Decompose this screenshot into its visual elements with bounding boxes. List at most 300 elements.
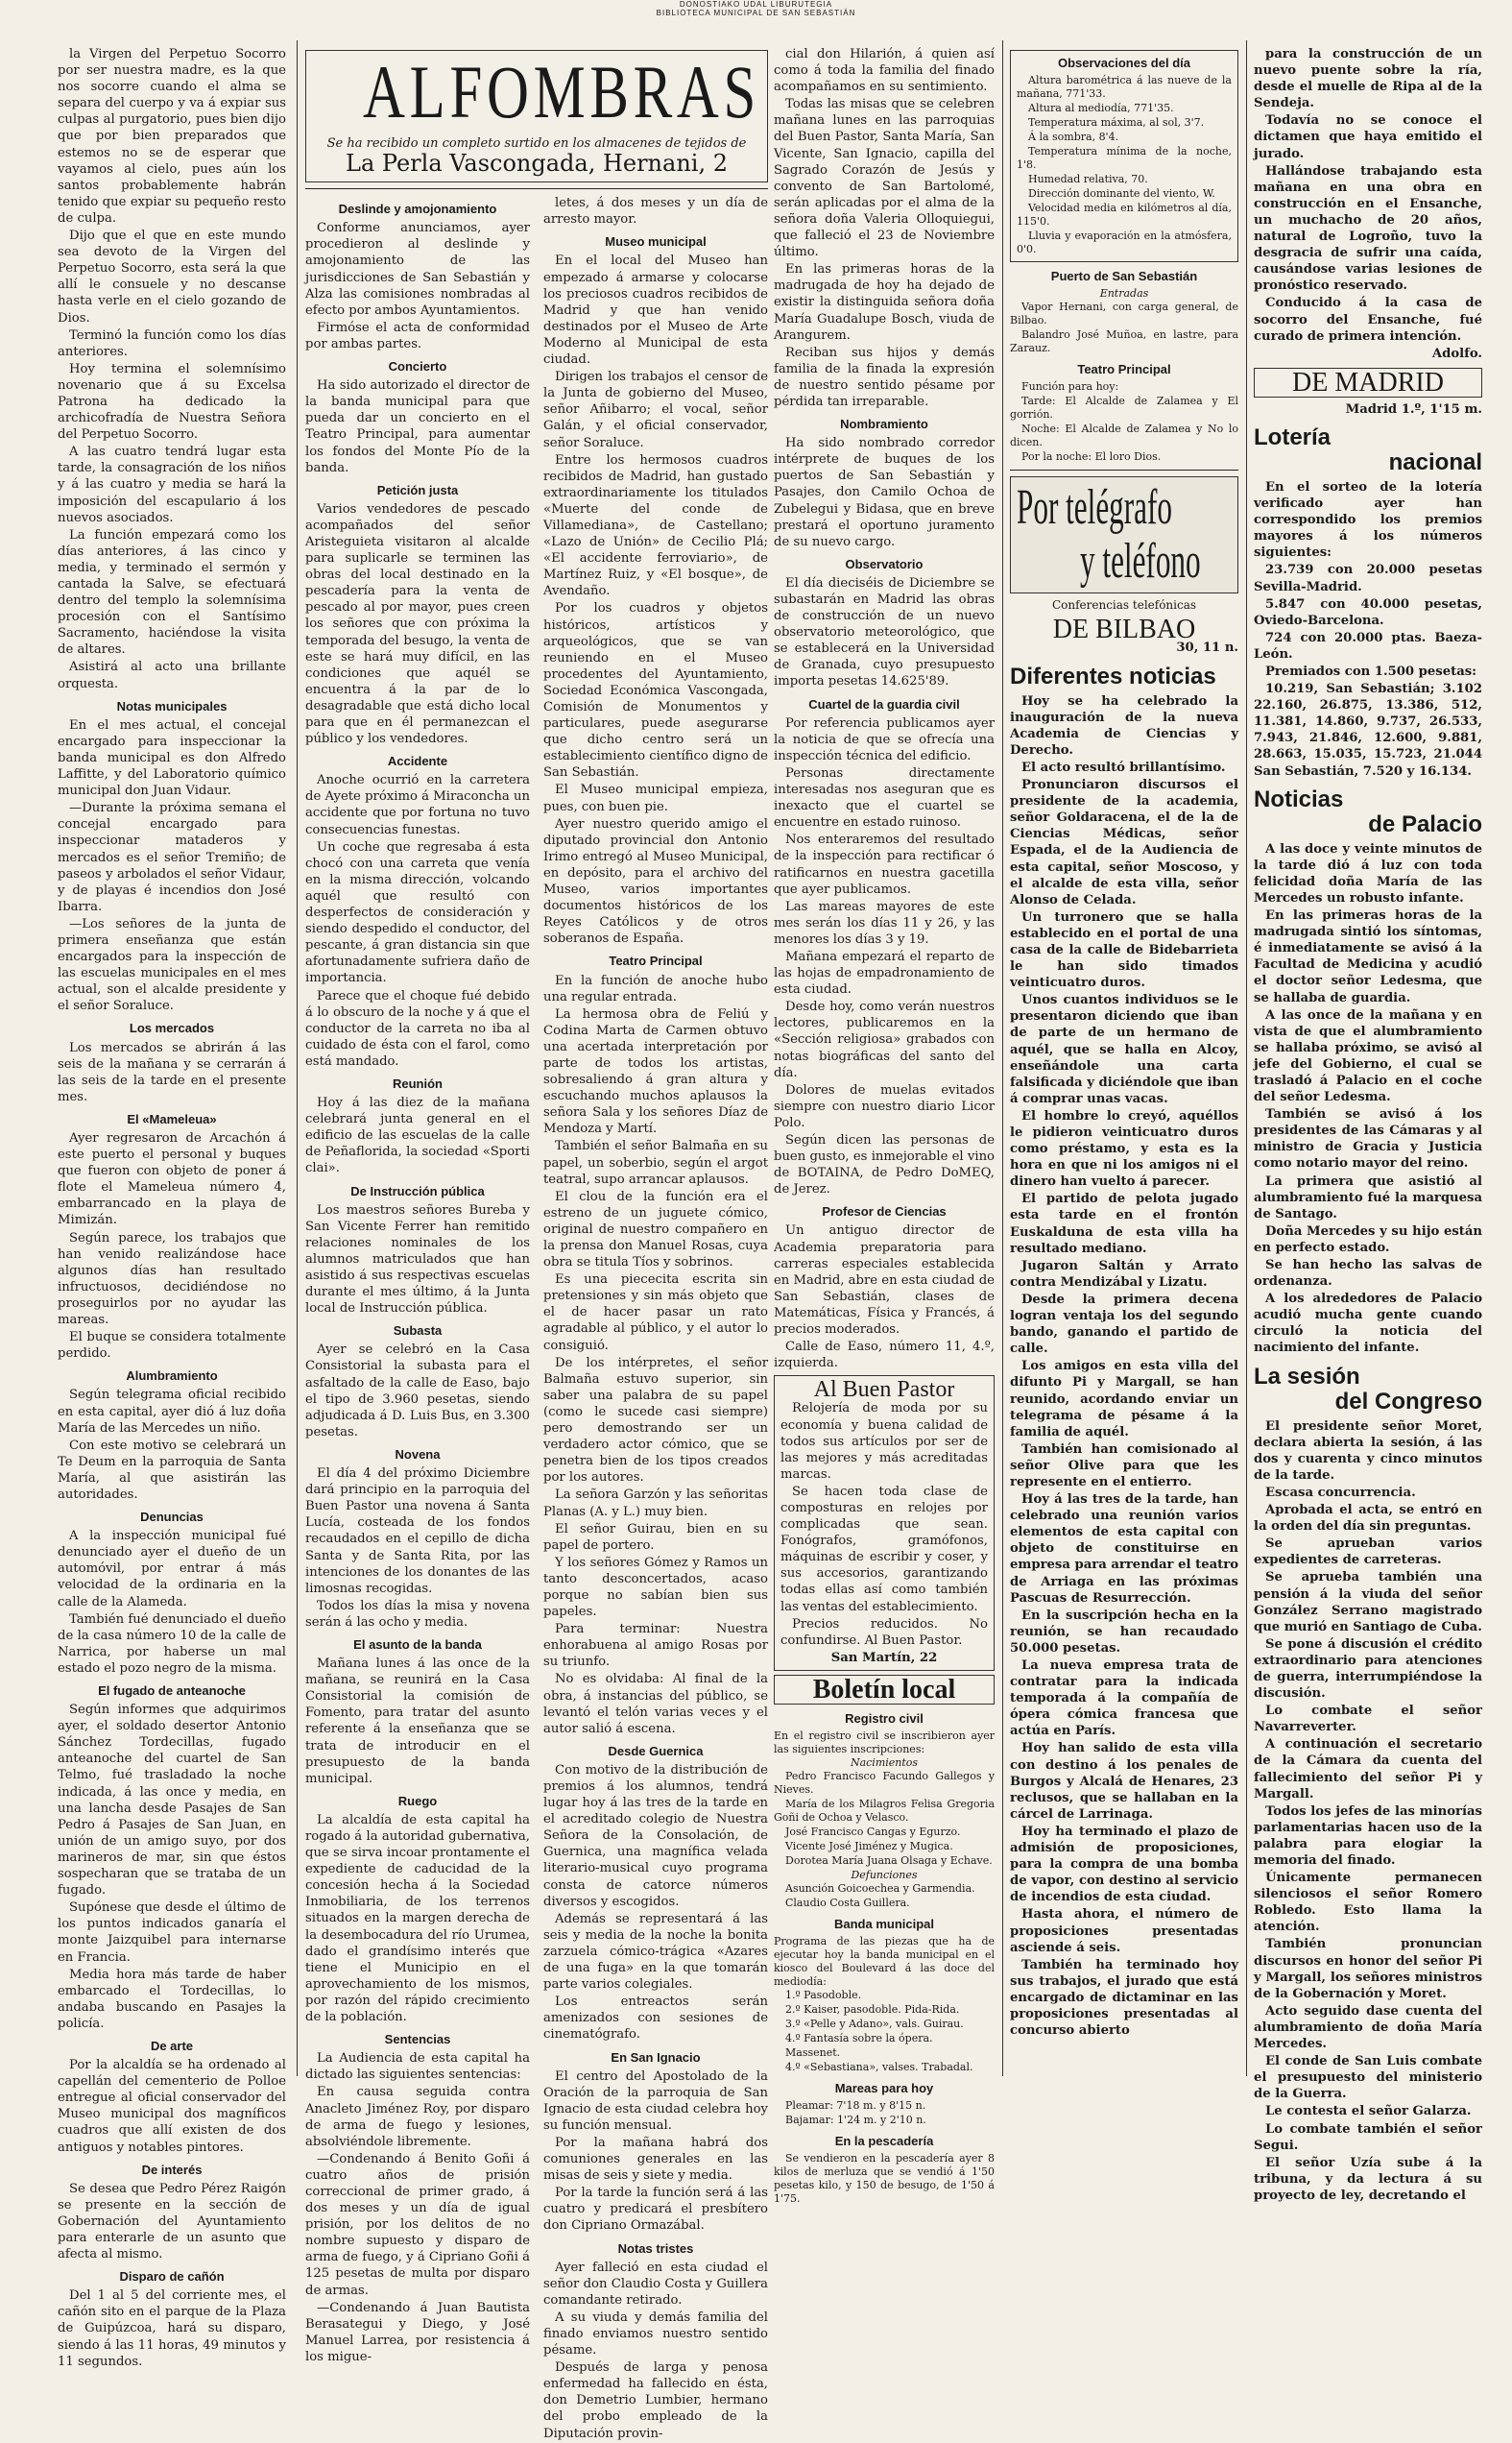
paragraph: El Museo municipal empieza, pues, con buen pie. xyxy=(543,783,768,814)
paragraph: Con motivo de la distribución de premios á los alumnos, tendrá lugar hoy á las tres de la tarde en el acreditado colegio de Nuestra Señora de la Consolación, de Guernica, una magnífica velada literario-musical cuyo programa consta de catorce números diversos y escogidos. xyxy=(543,1762,768,1909)
article-body xyxy=(305,1342,530,1440)
paragraph: Lluvia y evaporación en la atmósfera, 0'0. xyxy=(1017,230,1232,256)
article-body xyxy=(58,1702,286,2032)
article-body xyxy=(58,1528,286,1677)
paragraph: En el sorteo de la lotería verificado ayer han correspondido los premios mayores á los números siguientes: xyxy=(1254,479,1482,561)
heading-canon: Disparo de cañón xyxy=(119,2269,225,2285)
congreso-title-2: del Congreso xyxy=(1334,1388,1482,1415)
paragraph: Se aprueban varios expedientes de carreteras. xyxy=(1254,1536,1482,1568)
ad-line: Se ha recibido un completo surtido en los almacenes de tejidos de xyxy=(326,136,747,151)
heading-ruego: Ruego xyxy=(397,1793,438,1808)
paragraph: 10.219, San Sebastián; 3.102 22.160, 26.875, 13.386, 512, 11.381, 14.860, 9.737, 26.533, 7.943, 21.846, 12.600, 9.881, 28.663, 15.035, 15.723, 21.044 San Sebastián, 7.520 y 16.134. xyxy=(1254,682,1482,779)
paragraph: La primera que asistió al alumbramiento fué la marquesa de Santago. xyxy=(1254,1173,1482,1222)
paragraph: Lo combate también el señor Segui. xyxy=(1254,2121,1482,2153)
madrid-time: Madrid 1.º, 1'15 m. xyxy=(1345,401,1482,417)
paragraph: Noche: El Alcalde de Zalamea y No lo dicen. xyxy=(1010,423,1238,449)
heading-nombramiento: Nombramiento xyxy=(840,417,928,432)
telegrafo-line2: y teléfono xyxy=(1080,534,1201,590)
heading-mercados: Los mercados xyxy=(129,1021,215,1036)
paragraph: Por la alcaldía se ha ordenado al capellán del cementerio de Polloe entregue al oficial conservador del Museo municipal dos magníficos cuadros que allí existen de dos antiguos y notables pintores. xyxy=(58,2058,286,2155)
paragraph: Nos enteraremos del resultado de la inspección para rectificar ó ratificarnos en nuestra gacetilla que ayer publicamos. xyxy=(774,833,995,897)
paragraph: Varios vendedores de pescado acompañados del señor Aristeguieta visitaron al alcalde para suplicarle se terminen las obras del local destinado en la pescadería para la venta de pescado al por mayor, pues creen los señores que con próxima la temporada del besugo, la venta de este se hará muy difícil, en las condiciones que aquél se encuentra á la par de lo desagradable que está dicho local para que en él permanezcan el público y los vendedores. xyxy=(305,501,530,747)
paragraph: Doña Mercedes y su hijo están en perfecto estado. xyxy=(1254,1223,1482,1255)
defunciones-label: Defunciones xyxy=(851,1869,918,1882)
paragraph: Dolores de muelas evitados siempre con nuestro diario Licor Polo. xyxy=(774,1082,995,1130)
paragraph: El centro del Apostolado de la Oración de la parroquia de San Ignacio de esta ciudad celebra hoy su función mensual. xyxy=(543,2068,768,2133)
heading-registro-civil: Registro civil xyxy=(845,1711,924,1726)
paragraph: Por los cuadros y objetos históricos, artísticos y arqueológicos, que se van reuniendo en el Museo procedentes del Ayuntamiento, Sociedad Económica Vascongada, Comisión de Monumentos y particulares, puede asegurarse que dicho centro será un establecimiento científico digno de San Sebastián. xyxy=(543,601,768,781)
paragraph: Bajamar: 1'24 m. y 2'10 n. xyxy=(785,2114,926,2127)
paragraph: Dorotea María Juana Olsaga y Echave. xyxy=(785,1854,993,1868)
article-body xyxy=(543,253,768,947)
heading-peticion: Petición justa xyxy=(376,482,459,497)
paragraph: 2.º Kaiser, pasodoble. Pida-Rida. xyxy=(785,2003,960,2017)
paragraph: El presidente señor Moret, declara abierta la sesión, á las dos y cuarenta y cinco minutos de la tarde. xyxy=(1254,1418,1482,1483)
article-body xyxy=(1254,479,1482,780)
article-body xyxy=(774,2099,995,2127)
article-body xyxy=(58,1387,286,1503)
paragraph: Ayer falleció en esta ciudad el señor don Claudio Costa y Guillera comandante retirado. xyxy=(543,2260,768,2308)
heading-fugado: El fugado de anteanoche xyxy=(98,1683,246,1698)
article-body xyxy=(305,772,530,1070)
paragraph: Anoche ocurrió en la carretera de Ayete próximo á Miraconcha un accidente que por fortuna no tuvo consecuencias funestas. xyxy=(305,773,530,837)
paragraph: El acto resultó brillantísimo. xyxy=(1021,760,1226,775)
paragraph: —Durante la próxima semana el concejal encargado para inspeccionar mataderos y mercados es el señor Tremiño; de paseos y arbolados el señor Vidaur, y de playas é incendios don José Ibarra. xyxy=(58,801,286,914)
article-body xyxy=(305,1812,530,2025)
paragraph: Es una piececita escrita sin pretensiones y sin más objeto que el de hacer pasar un rato agradable al público, y el autor lo consiguió. xyxy=(543,1272,768,1353)
paragraph: —Los señores de la junta de primera enseñanza que están encargados para la inspección de las escuelas municipales en el mes actual, son el alcalde presidente y el señor Soraluce. xyxy=(58,916,286,1014)
paragraph: Se desea que Pedro Pérez Raigón se presente en la sección de Gobernación del Ayuntamiento para enterarle de un asunto que afecta al mismo. xyxy=(58,2181,286,2262)
diferentes-title: Diferentes noticias xyxy=(1010,663,1216,689)
telegrafo-line1: Por telégrafo xyxy=(1017,480,1173,536)
column-5 xyxy=(1254,46,1482,2203)
article-body xyxy=(774,435,995,550)
paragraph: El señor Uzía sube á la tribuna, y da lectura á su proyecto de ley, decretando el xyxy=(1254,2155,1482,2203)
heading-arte: De arte xyxy=(150,2038,194,2053)
paragraph: Ha sido autorizado el director de la banda municipal para que pueda dar un concierto en el Teatro Principal, para aumentar los fondos del Monte Pío de la banda. xyxy=(305,378,530,475)
paragraph: El clou de la función era el estreno de un juguete cómico, original de nuestro compañero en la prensa don Manuel Rosas, cuya obra se titula Tíos y sobrinos. xyxy=(543,1189,768,1270)
paragraph: Unos cuantos individuos se le presentaron diciendo que iban de parte de un hermano de aquél, que se halla en Alcoy, enseñándole una carta falsificada y diciéndole que iban á comprar unas vacas. xyxy=(1010,993,1238,1106)
library-stamp xyxy=(0,0,1512,21)
ad-title: ALFOMBRAS xyxy=(363,50,761,133)
article-body xyxy=(774,575,995,690)
paragraph: También pronuncian discursos en honor del señor Pi y Margall, los señores ministros de la Gobernación y Moret. xyxy=(1254,1937,1482,2001)
signature: Adolfo. xyxy=(1431,346,1482,361)
heading-reunion: Reunión xyxy=(393,1076,443,1091)
heading-deslinde: Deslinde y amojonamiento xyxy=(338,202,497,217)
paragraph: También el señor Balmaña en su papel, un soberbio, según el argot teatral, supo arrancar aplausos. xyxy=(543,1139,768,1187)
article-body xyxy=(774,2152,995,2206)
paragraph: Los mercados se abrirán á las seis de la mañana y se cerrarán á las seis de la tarde en el presente mes. xyxy=(58,1040,286,1104)
heading-observatorio: Observatorio xyxy=(845,556,924,571)
paragraph: Reciban sus hijos y demás familia de la finada la expresión de nuestro sentido pésame por pérdida tan irreparable. xyxy=(774,345,995,409)
paragraph: Humedad relativa, 70. xyxy=(1028,173,1148,186)
paragraph: Altura barométrica á las nueve de la mañana, 771'33. xyxy=(1017,74,1232,101)
palacio-title-2: de Palacio xyxy=(1368,810,1482,837)
column-3 xyxy=(774,46,995,2206)
paragraph: En la función de anoche hubo una regular entrada. xyxy=(543,973,768,1004)
paragraph: Únicamente permanecen silenciosos el señor Romero Robledo. Esto llama la atención. xyxy=(1254,1871,1482,1935)
madrid-banner xyxy=(1254,368,1482,398)
article-body xyxy=(774,1989,995,2074)
paragraph: Un antiguo director de Academia preparatoria para carreras especiales establecida en Madrid, abre en esta ciudad de San Sebastián, clases de Matemáticas, Física y Francés, á precios moderados. xyxy=(774,1223,995,1338)
article-body xyxy=(58,46,286,692)
paragraph: Hoy termina el solemnísimo novenario que á su Excelsa Patrona ha dedicado la archicofradía de Nuestra Señora del Perpetuo Socorro. xyxy=(58,361,286,443)
paragraph: Todavía no se conoce el dictamen que haya emitido el jurado. xyxy=(1254,113,1482,161)
paragraph: Terminó la función como los días anteriores. xyxy=(58,327,286,359)
paragraph: Dijo que el que en este mundo sea devoto de la Virgen del Perpetuo Socorro, esta será la que allí le consuele y no descanse hasta verle en el cielo gozando de Dios. xyxy=(58,229,286,326)
heading-concierto: Concierto xyxy=(388,359,447,375)
paragraph: La nueva empresa trata de contratar para la indicada temporada á la compañía de ópera cómica francesa que actúa en París. xyxy=(1010,1658,1238,1739)
paragraph: Hoy á las diez de la mañana celebrará junta general en el edificio de las escuelas de la calle de Peñaflorida, la sociedad «Sporti clai». xyxy=(305,1096,530,1176)
paragraph: 5.847 con 40.000 pesetas, Oviedo-Barcelona. xyxy=(1254,596,1482,628)
ad-buen-pastor xyxy=(774,1375,995,1671)
paragraph: Hoy á las tres de la tarde, han celebrado una reunión varios elementos de esta capital con objeto de constituirse en empresa para arrendar el teatro de Arriaga en las próximas Pascuas de Resurrección. xyxy=(1010,1492,1238,1606)
heading-denuncias: Denuncias xyxy=(140,1510,204,1525)
article-body xyxy=(305,220,530,352)
paragraph: En el mes actual, el concejal encargado para inspeccionar la banda municipal es don Alfredo Laffitte, y del Laboratorio químico municipal don Juan Vidaur. xyxy=(58,717,286,799)
paragraph: Por la tarde la función será á las cuatro y predicará el presbítero don Cipriano Ormazábal. xyxy=(543,2186,768,2234)
heading-notas-tristes: Notas tristes xyxy=(617,2240,694,2256)
paragraph: Por la mañana habrá dos comuniones generales en las misas de seis y siete y media. xyxy=(543,2135,768,2184)
paragraph: La Audiencia de esta capital ha dictado las siguientes sentencias: xyxy=(305,2051,530,2083)
article-body xyxy=(305,2050,530,2365)
paragraph: María de los Milagros Felisa Gregoria Goñi de Ochoa y Velasco. xyxy=(774,1798,995,1825)
paragraph: Según dicen las personas de buen gusto, es inmejorable el vino de BOTAINA, de Pedro DoMEQ, de Jerez. xyxy=(774,1133,995,1197)
heading-puerto: Puerto de San Sebastián xyxy=(1050,269,1198,284)
heading-sentencias: Sentencias xyxy=(384,2032,451,2047)
paragraph: Según informes que adquirimos ayer, el soldado desertor Antonio Sánchez Tordecillas, fugado anteanoche del cuartel de San Telmo, fué trasladado la noche indicada, á las once y media, en una lancha desde Pasajes de San Pedro á Pasajes de San Juan, en unión de un amigo suyo, por dos marineros de mar, sin que éstos sospecharan que se trataba de un fugado. xyxy=(58,1703,286,1899)
paragraph: 23.739 con 20.000 pesetas Sevilla-Madrid. xyxy=(1254,563,1482,594)
paragraph: Supónese que desde el último de los puntos indicados ganaría el monte Jaizquibel para internarse en Francia. xyxy=(58,1900,286,1965)
article-body xyxy=(543,1762,768,2044)
heading-guernica: Desde Guernica xyxy=(608,1743,704,1758)
article-body xyxy=(58,1040,286,1105)
paragraph: Se vendieron en la pescadería ayer 8 kilos de merluza que se vendió á 1'50 pesetas kilo, y 150 de besugo, de 1'50 á 1'75. xyxy=(774,2152,995,2206)
heading-san-ignacio: En San Ignacio xyxy=(611,2049,701,2065)
paragraph: A la inspección municipal fué denunciado ayer el dueño de un automóvil, por entrar á más velocidad de la ordinaria en la calle de la Alameda. xyxy=(58,1529,286,1609)
paragraph: Velocidad media en kilómetros al día, 115'0. xyxy=(1017,202,1232,229)
paragraph: En causa seguida contra Anacleto Jiménez Roy, por disparo de arma de fuego y lesiones, absolviéndole libremente. xyxy=(305,2085,530,2149)
article-body xyxy=(774,1882,995,1910)
paragraph: El día dieciséis de Diciembre se subastarán en Madrid las obras de construcción de un nuevo observatorio meteorológico, que se establecerá en la Universidad de Granada, cuyo presupuesto importa pesetas 14.625'89. xyxy=(774,575,995,689)
heading-interes: De interés xyxy=(141,2162,203,2177)
article-body xyxy=(774,1222,995,1371)
paragraph: 4.º Fantasía sobre la ópera. xyxy=(785,2032,933,2045)
nacimientos-label: Nacimientos xyxy=(850,1756,919,1770)
heading-teatro-principal: Teatro Principal xyxy=(1077,362,1171,377)
paragraph: A los alrededores de Palacio acudió mucha gente cuando circuló la noticia del nacimiento del infante. xyxy=(1254,1292,1482,1356)
paragraph: Ha sido nombrado corredor intérprete de buques de los puertos de San Sebastián y Pasajes, don Camilo Ochoa de Zubelegui y Bidasa, que en breve prestará el oportuno juramento de su nuevo cargo. xyxy=(774,436,995,549)
heading-mareas: Mareas para hoy xyxy=(834,2081,934,2096)
paragraph: Desde la primera decena logran ventaja los del segundo bando, ganando el partido de calle. xyxy=(1010,1292,1238,1357)
paragraph: Parece que el choque fué debido á lo obscuro de la noche y á que el conductor de la carreta no iba al cuidado de ésta con el farol, como está mandado. xyxy=(305,988,530,1069)
paragraph: Temperatura máxima, al sol, 3'7. xyxy=(1028,116,1205,130)
paragraph: Asunción Goicoechea y Garmendia. xyxy=(785,1882,975,1896)
article-body xyxy=(1017,74,1232,256)
paragraph: Por la noche: El loro Dios. xyxy=(1021,450,1162,464)
paragraph: cial don Hilarión, á quien así como á toda la familia del finado acompañamos en su sentimiento. xyxy=(774,47,995,95)
paragraph: El día 4 del próximo Diciembre dará principio en la parroquia del Buen Pastor una novena á Santa Lucía, costeada de los fondos recaudados en el cepillo de dicha Santa y de Santa Rita, por las intenciones de los donantes de las limosnas recogidas. xyxy=(305,1466,530,1596)
paragraph: Ayer regresaron de Arcachón á este puerto el personal y buques que fueron con objeto de poner á flote el Mameleua número 4, embarrancado en la playa de Mimizán. xyxy=(58,1131,286,1228)
bilbao-time: 30, 11 n. xyxy=(1176,641,1238,656)
puerto-entradas: Entradas xyxy=(1099,287,1149,301)
paragraph: El partido de pelota jugado esta tarde en el frontón Euskalduna de esta villa ha resultado mediano. xyxy=(1010,1192,1238,1256)
paragraph: Para terminar: Nuestra enhorabuena al amigo Rosas por su triunfo. xyxy=(543,1622,768,1670)
loteria-title-2: nacional xyxy=(1388,448,1482,475)
paragraph: A su viuda y demás familia del finado enviamos nuestro sentido pésame. xyxy=(543,2310,768,2358)
article-body xyxy=(58,2057,286,2156)
paragraph: Escasa concurrencia. xyxy=(1265,1485,1416,1500)
paragraph: —Condenando á Benito Goñi á cuatro años de prisión correccional de primer grado, á dos meses y un día de igual prisión, por los delitos de no nombre supuesto y disparo de arma de fuego, y á Cipriano Goñi á 125 pesetas de multa por disparo de armas. xyxy=(305,2151,530,2298)
paragraph: También se avisó á los presidentes de las Cámaras y al ministro de Gracia y Justicia como notario mayor del reino. xyxy=(1254,1107,1482,1172)
paragraph: Balandro José Muñoa, en lastre, para Zarauz. xyxy=(1010,328,1238,355)
bilbao-title: DE BILBAO xyxy=(1052,615,1196,645)
paragraph: Premiados con 1.500 pesetas: xyxy=(1265,665,1477,679)
article-body xyxy=(58,2287,286,2369)
paragraph: letes, á dos meses y un día de arresto mayor. xyxy=(543,196,768,228)
article-body xyxy=(1254,841,1482,1357)
paragraph: Entre los hermosos cuadros recibidos de Madrid, han gustado extraordinariamente los titulados «Muerte del conde de Villamediana», de Castellano; «Lazo de Unión» de Cecilio Plá; «El accidente ferroviario», de Martínez Ruiz, y «El bosque», de Avendaño. xyxy=(543,452,768,599)
divider xyxy=(1010,470,1238,471)
article-body xyxy=(58,2181,286,2262)
paragraph: Mañana lunes á las once de la mañana, se reunirá en la Casa Consistorial la comisión de Fomento, para tratar del asunto referente á la enseñanza que se trata de introducir en el presupuesto de la banda municipal. xyxy=(305,1657,530,1786)
article-body xyxy=(1254,1418,1482,2204)
paragraph: La alcaldía de esta capital ha rogado á la autoridad gubernativa, que se sirva incoar prontamente el expediente de caducidad de la concesión hecha á la Sociedad Inmobiliaria, de los terrenos situados en la margen derecha de la desembocadura del río Urumea, dado el grandísimo interés que tiene el Municipio en el aprovechamiento de los mismos, por razón del rápido crecimiento de la población. xyxy=(305,1812,530,2025)
paragraph: 3.º «Pelle y Adano», vals. Guirau. xyxy=(785,2018,964,2031)
article-body xyxy=(305,1095,530,1176)
paragraph: Firmóse el acta de conformidad por ambas partes. xyxy=(305,320,530,351)
article-body xyxy=(58,1130,286,1362)
divider xyxy=(305,188,768,189)
column-2 xyxy=(305,46,768,2441)
congreso-title: La sesión xyxy=(1254,1363,1360,1390)
paragraph: Mañana empezará el reparto de las hojas de empadronamiento de esta ciudad. xyxy=(774,949,995,998)
paragraph: A las cuatro tendrá lugar esta tarde, la consagración de los niños y á las cuatro y media se hará la imposición del escapulario á los nuevos asociados. xyxy=(58,445,286,525)
heading-profesor: Profesor de Ciencias xyxy=(822,1204,947,1220)
paragraph: Función para hoy: xyxy=(1021,380,1119,394)
paragraph: A las once de la mañana y en vista de que el alumbramiento se hallaba próximo, se avisó al jefe del Gobierno, el cual se trasladó á Palacio en el coche del señor Ledesma. xyxy=(1254,1007,1482,1105)
paragraph: Conforme anunciamos, ayer procedieron al deslinde y amojonamiento de las jurisdicciones de San Sebastián y Alza las comisiones nombradas al efecto por ambos Ayuntamientos. xyxy=(305,221,530,318)
paragraph: Altura al mediodía, 771'35. xyxy=(1028,102,1174,115)
heading-guardia-civil: Cuartel de la guardia civil xyxy=(808,696,960,712)
paragraph: Hallándose trabajando esta mañana en una obra en construcción en el Ensanche, un muchacho de 20 años, natural de Logroño, tuvo la desgracia de sufrir una caída, causándose varias lesiones de pronóstico reservado. xyxy=(1254,163,1482,294)
paragraph: Vicente José Jiménez y Mugica. xyxy=(785,1840,953,1853)
banda-intro: Programa de las piezas que ha de ejecutar hoy la banda municipal en el kiosco del Boulevard á las doce del mediodía: xyxy=(774,1935,995,1989)
column-1 xyxy=(58,46,286,2369)
heading-banda: El asunto de la banda xyxy=(353,1636,482,1652)
heading-observaciones: Observaciones del día xyxy=(1057,56,1190,70)
paragraph: Los entreactos serán amenizados con sesiones de cinematógrafo. xyxy=(543,1995,768,2043)
paragraph: La función empezará como los días anteriores, á las cinco y media, y terminado el sermón y cantada la Salve, se efectuará dentro del templo la solemnísima procesión con el Santísimo Sacramento, haciéndose la visita de altares. xyxy=(58,527,286,658)
article-body xyxy=(305,1656,530,1787)
paragraph: Tarde: El Alcalde de Zalamea y El gorrión. xyxy=(1010,395,1238,422)
heading-museo: Museo municipal xyxy=(605,234,707,250)
registro-intro: En el registro civil se inscribieron ayer las siguientes inscripciones: xyxy=(774,1729,995,1756)
paragraph: Desde hoy, como verán nuestros lectores, publicaremos en la «Sección religiosa» grabados con notas biográficas del santo del día. xyxy=(774,1000,995,1080)
article-body xyxy=(543,195,768,228)
article-body xyxy=(774,1770,995,1868)
paragraph: Dirigen los trabajos el censor de la Junta de gobierno del Museo, señor Añibarro; el vocal, señor Galán, y el oficial conservador, señor Soraluce. xyxy=(543,370,768,450)
column-2-left xyxy=(305,195,530,2442)
paragraph: Massenet. xyxy=(785,2046,841,2060)
paragraph: Pedro Francisco Facundo Gallegos y Nieves. xyxy=(774,1770,995,1797)
paragraph: Lo combate el señor Navarreverter. xyxy=(1254,1704,1482,1735)
heading-accidente: Accidente xyxy=(387,754,448,769)
article-body xyxy=(543,2260,768,2442)
paragraph: Temperatura mínima de la noche, 1'8. xyxy=(1017,145,1232,172)
paragraph: Asistirá al acto una brillante orquesta. xyxy=(58,660,286,691)
paragraph: Hoy ha terminado el plazo de admisión de proposiciones, para la compra de una bomba de vapor, con destino al servicio de incendios de esta ciudad. xyxy=(1010,1824,1238,1905)
paragraph: También han comisionado al señor Olive para que les represente en el entierro. xyxy=(1010,1441,1238,1489)
paragraph: Relojería de moda por su economía y buena calidad de todos sus artículos por ser de las mejores y más acreditadas marcas. xyxy=(780,1401,988,1482)
paragraph: Hoy se ha celebrado la inauguración de la nueva Academia de Ciencias y Derecho. xyxy=(1010,693,1238,758)
heading-alumbramiento: Alumbramiento xyxy=(126,1368,218,1384)
column-rule xyxy=(297,40,298,2076)
observaciones-box xyxy=(1010,50,1238,262)
column-4 xyxy=(1010,46,1238,2072)
paragraph: Y los señores Gómez y Ramos un tanto desconcertados, acaso porque no sabían bien sus papeles. xyxy=(543,1555,768,1620)
paragraph: 4.º «Sebastiana», valses. Trabadal. xyxy=(785,2061,973,2074)
paragraph: En las primeras horas de la madrugada de hoy ha dejado de existir la distinguida señora doña María Guadalupe Bosch, viuda de Arangurem. xyxy=(774,262,995,343)
paragraph: El hombre lo creyó, aquéllos le pidieron veinticuatro duros como préstamo, y esta es la hora en que ni los amigos ni el dinero han vuelto á parecer. xyxy=(1010,1108,1238,1190)
paragraph: Á la sombra, 8'4. xyxy=(1028,131,1119,144)
article-body xyxy=(305,501,530,747)
paragraph: Vapor Hernani, con carga general, de Bilbao. xyxy=(1010,301,1238,327)
paragraph: En las primeras horas de la madrugada sintió los síntomas, é inmediatamente se avisó á la Facultad de Medicina y acudió el doctor señor Ledesma, que se hallaba de guardia. xyxy=(1254,908,1482,1005)
article-body xyxy=(1010,380,1238,464)
paragraph: Se hacen toda clase de composturas en relojes por complicadas que sean. Fonógrafos, gramófonos, máquinas de escribir y coser, y sus accesorios, garantizando todas ellas así como también las ventas del establecimiento. xyxy=(780,1484,988,1614)
article-body xyxy=(305,377,530,476)
article-body xyxy=(305,1465,530,1631)
paragraph: —Condenando á Juan Bautista Berasategui y Diego, y José Manuel Larrea, por resistencia á los migue- xyxy=(305,2300,530,2364)
article-body xyxy=(780,1400,988,1648)
paragraph: La señora Garzón y las señoritas Planas (A. y L.) muy bien. xyxy=(543,1488,768,1519)
boletin-local-title: Boletín local xyxy=(812,1674,956,1705)
paragraph: Le contesta el señor Galarza. xyxy=(1265,2104,1472,2119)
heading-instruccion: De Instrucción pública xyxy=(350,1183,485,1198)
column-2-body xyxy=(305,195,768,2442)
loteria-title: Lotería xyxy=(1254,423,1332,450)
paragraph: Pronunciaron discursos el presidente de la academia, señor Goldaracena, el de la de Ciencias Médicas, señor Espada, el de la Audiencia de esta capital, señor Moscoso, y el alcalde de esta villa, señor Alonso de Celada. xyxy=(1010,778,1238,907)
article-body xyxy=(305,1202,530,1318)
paragraph: También ha terminado hoy sus trabajos, el jurado que está encargado de dictaminar en las proposiciones presentadas al concurso abierto xyxy=(1010,1957,1238,2039)
ad-buen-pastor-address: San Martín, 22 xyxy=(830,1650,938,1665)
heading-notas-municipales: Notas municipales xyxy=(116,698,228,714)
paragraph: Con este motivo se celebrará un Te Deum en la parroquia de Santa María, al que asistirán las autoridades. xyxy=(58,1438,286,1502)
paragraph: La hermosa obra de Feliú y Codina Marta de Carmen obtuvo una acertada interpretación por parte de todos los artistas, sobresaliendo á gran altura y escuchando muchos aplausos la señora Sala y los señores Díaz de Mendoza y Martí. xyxy=(543,1006,768,1137)
paragraph: Ayer nuestro querido amigo el diputado provincial don Antonio Irimo entregó al Museo Municipal, en depósito, para el archivo del Museo, varios importantes documentos históricos de los Reyes Católicos y de otros soberanos de España. xyxy=(543,816,768,947)
paragraph: Calle de Easo, número 11, 4.º, izquierda. xyxy=(774,1340,995,1371)
paragraph: De los intérpretes, el señor Balmaña estuvo superior, sin saber una palabra de su papel (como le sucede casi siempre) pero demostrando ser un verdadero actor cómico, que se penetra bien de los tipos creados por los autores. xyxy=(543,1355,768,1486)
paragraph: Precios reducidos. No confundirse. Al Buen Pastor. xyxy=(780,1616,988,1648)
ad-buen-pastor-title: Al Buen Pastor xyxy=(813,1377,955,1403)
paragraph: Según parece, los trabajos que han venido realizándose hace algunos días han resultado infructuosos, decidiéndose no proseguirlos por no ayudar las mareas. xyxy=(58,1230,286,1328)
paragraph: En la suscripción hecha en la reunión, se han recaudado 50.000 pesetas. xyxy=(1010,1608,1238,1656)
paragraph: Las mareas mayores de este mes serán los días 11 y 26, y las menores los días 3 y 19. xyxy=(774,899,995,947)
paragraph: En el local del Museo han empezado á armarse y colocarse los preciosos cuadros recibidos de Madrid y que han venido destinados por el Museo de Arte Moderno al Municipal de esta ciudad. xyxy=(543,254,768,368)
paragraph: Además se representará á las seis y media de la noche la bonita zarzuela cómico-trágica «Azares de una fuga» en la que tomarán parte varios colegiales. xyxy=(543,1911,768,1993)
paragraph: Los amigos en esta villa del difunto Pi y Margall, se han reunido, acordando enviar un telegrama de pésame á la familia de aquél. xyxy=(1010,1359,1238,1439)
paragraph: Del 1 al 5 del corriente mes, el cañón sito en el parque de la Plaza de Guipúzcoa, hará su disparo, siendo á las 11 horas, 49 minutos y 11 segundos. xyxy=(58,2288,286,2369)
paragraph: No es olvidaba: Al final de la obra, á instancias del público, se levantó el telón varias veces y el autor salió á escena. xyxy=(543,1672,768,1736)
paragraph: la Virgen del Perpetuo Socorro por ser nuestra madre, es la que nos socorre cuando el alma se separa del cuerpo y va á expiar sus culpas al purgatorio, pues bien dijo que por bien preparados que estemos no se de esperar que vayamos al cielo, pues aún los santos probablemente habrán tenido que expiar su pequeño resto de culpa. xyxy=(58,47,286,226)
column-rule xyxy=(1002,40,1003,2076)
paragraph: Un coche que regresaba á esta chocó con una carreta que venía en la misma dirección, volcando aquél que resultó con desperfectos de consideración y siendo despedido el conductor, del pescante, á gran distancia sin que afortunadamente sufriera daño de importancia. xyxy=(305,839,530,986)
paragraph: José Francisco Cangas y Egurzo. xyxy=(785,1826,961,1839)
paragraph: El señor Guirau, bien en su papel de portero. xyxy=(543,1521,768,1553)
paragraph: Jugaron Saltán y Arrato contra Mendizábal y Lizatu. xyxy=(1010,1258,1238,1290)
heading-pescaderia: En la pescadería xyxy=(834,2134,934,2149)
paragraph: Personas directamente interesadas nos aseguran que es inexacto que el cuartel se encuentre en estado ruinoso. xyxy=(774,765,995,831)
paragraph: Según telegrama oficial recibido en esta capital, ayer dió á luz doña María de las Mercedes un niño. xyxy=(58,1388,286,1436)
paragraph: 1.º Pasodoble. xyxy=(785,1989,862,2002)
palacio-title: Noticias xyxy=(1254,786,1344,812)
paragraph: Se han hecho las salvas de ordenanza. xyxy=(1254,1258,1482,1290)
paragraph: Por referencia publicamos ayer la noticia de que se ofrecía una inspección técnica del edificio. xyxy=(774,715,995,763)
paragraph: Hasta ahora, el número de proposiciones presentadas asciende á seis. xyxy=(1010,1907,1238,1955)
paragraph: A continuación el secretario de la Cámara da cuenta del fallecimiento del señor Pi y Margall. xyxy=(1254,1737,1482,1802)
paragraph: Después de larga y penosa enfermedad ha fallecido en ésta, don Demetrio Lumbier, hermano del probo empleado de la Diputación provin- xyxy=(543,2360,768,2441)
paragraph: Todos los jefes de las minorías parlamentarias hacen uso de la palabra para elogiar la memoria del finado. xyxy=(1254,1803,1482,1868)
article-body xyxy=(774,715,995,1198)
paragraph: Acto seguido dase cuenta del alumbramiento de doña María Mercedes. xyxy=(1254,2003,1482,2052)
paragraph: Ayer se celebró en la Casa Consistorial la subasta para el asfaltado de la calle de Easo, bajo el tipo de 3.960 pesetas, siendo adjudicada á D. Luis Bus, en 3.300 pesetas. xyxy=(305,1342,530,1439)
heading-novena: Novena xyxy=(395,1446,441,1462)
paragraph: Un turronero que se halla establecido en el portal de una casa de la calle de Bidebarrieta le han sido timados veinticuatro duros. xyxy=(1010,909,1238,991)
column-rule xyxy=(1246,40,1247,2076)
telegrafo-banner xyxy=(1010,476,1238,593)
library-stamp-line1: DONOSTIAKO UDAL LIBURUTEGIA xyxy=(679,0,833,9)
paragraph: Pleamar: 7'18 m. y 8'15 n. xyxy=(785,2099,926,2113)
ad-shop: La Perla Vascongada, Hernani, 2 xyxy=(346,150,728,178)
paragraph: Los maestros señores Bureba y San Vicente Ferrer han remitido relaciones nominales de los alumnos matriculados que han asistido á sus respectivas escuelas durante el mes último, á la Junta local de Instrucción pública. xyxy=(305,1202,530,1317)
ad-alfombras xyxy=(305,50,768,182)
paragraph: Conducido á la casa de socorro del Ensanche, fué curado de primera intención. xyxy=(1254,296,1482,344)
paragraph: Claudio Costa Guillera. xyxy=(785,1897,910,1910)
paragraph: A las doce y veinte minutos de la tarde dió á luz con toda felicidad doña María de las Mercedes un robusto infante. xyxy=(1254,841,1482,906)
heading-mameleua: El «Mameleua» xyxy=(127,1111,217,1126)
conferencias-label: Conferencias telefónicas xyxy=(1051,598,1197,613)
boletin-local-banner xyxy=(774,1675,995,1705)
paragraph: También fué denunciado el dueño de la casa número 10 de la calle de Narrica, por haberse un mal estado el pozo negro de la misma. xyxy=(58,1611,286,1676)
article-body xyxy=(1010,693,1238,2040)
madrid-title: DE MADRID xyxy=(1292,367,1444,398)
library-stamp-line2: BIBLIOTECA MUNICIPAL DE SAN SEBASTIÁN xyxy=(656,9,856,17)
paragraph: El buque se considera totalmente perdido. xyxy=(58,1330,286,1362)
paragraph: Aprobada el acta, se entró en la orden del día sin preguntas. xyxy=(1254,1503,1482,1535)
paragraph: Se pone á discusión el crédito extraordinario para atenciones de guerra, interrumpiéndose la discusión. xyxy=(1254,1636,1482,1702)
heading-teatro: Teatro Principal xyxy=(609,954,703,969)
paragraph: El conde de San Luis combate el presupuesto del ministerio de la Guerra. xyxy=(1254,2054,1482,2102)
paragraph: Todas las misas que se celebren mañana lunes en las parroquias del Buen Pastor, Santa María, San Vicente, San Ignacio, capilla del Sagrado Corazón de Jesús y convento de San Bartolomé, serán aplicadas por el alma de la señora doña Valeria Olloquiegui, que falleció el 23 de Noviembre último. xyxy=(774,97,995,260)
article-body xyxy=(774,46,995,410)
heading-subasta: Subasta xyxy=(393,1323,443,1339)
article-body xyxy=(543,2068,768,2235)
paragraph: Media hora más tarde de haber embarcado el Tordecillas, lo andaba buscando en Pasajes la policía. xyxy=(58,1967,286,2031)
heading-banda-municipal: Banda municipal xyxy=(833,1917,935,1932)
paragraph: Hoy han salido de esta villa con destino á los penales de Burgos y Alcalá de Henares, 23 reclusos, que se hallaban en la cárcel de Larrinaga. xyxy=(1010,1741,1238,1822)
paragraph: Todos los días la misa y novena serán á las ocho y media. xyxy=(305,1598,530,1630)
article-body xyxy=(58,717,286,1015)
paragraph: 724 con 20.000 ptas. Baeza-León. xyxy=(1254,630,1482,662)
paragraph: Se aprueba también una pensión á la viuda del señor González Serrano magistrado que murió en Santiago de Cuba. xyxy=(1254,1570,1482,1634)
article-body xyxy=(1254,46,1482,345)
article-body xyxy=(1010,301,1238,355)
paragraph: Dirección dominante del viento, W. xyxy=(1028,187,1215,201)
paragraph: para la construcción de un nuevo puente sobre la ría, desde el muelle de Ripa al de la Sendeja. xyxy=(1254,47,1482,111)
column-2-right xyxy=(543,195,768,2442)
